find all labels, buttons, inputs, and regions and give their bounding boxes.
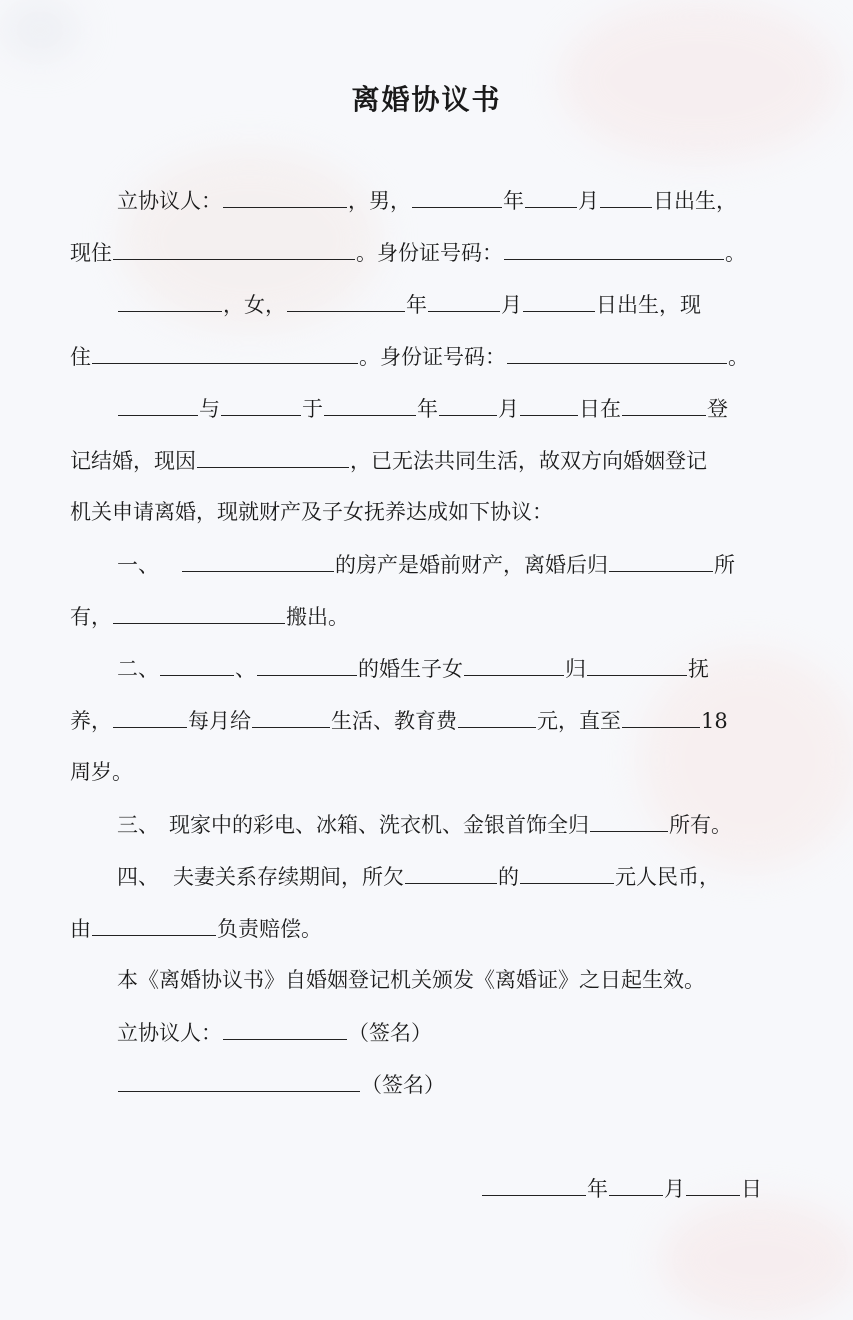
text: 夫妻关系存续期间，所欠	[173, 865, 404, 889]
amount-blank[interactable]	[520, 861, 614, 884]
clause-4-line	[70, 861, 762, 891]
name-blank[interactable]	[113, 705, 187, 728]
text: 生活、教育费	[331, 709, 457, 733]
year-blank[interactable]	[412, 185, 502, 208]
day-blank[interactable]	[523, 289, 595, 312]
text: 归	[565, 657, 586, 681]
text: 年	[406, 293, 427, 317]
party2-address-line	[70, 341, 762, 371]
reason-line	[70, 445, 762, 475]
clause-4-cont-line	[70, 913, 762, 943]
owner-blank[interactable]	[590, 809, 668, 832]
text: 所	[714, 553, 735, 577]
month-blank[interactable]	[525, 185, 577, 208]
text: 年	[503, 189, 524, 213]
text: 日	[741, 1177, 762, 1201]
text: 三、	[117, 813, 159, 837]
text: （签名）	[348, 1021, 432, 1045]
text: 的房产是婚前财产，离婚后归	[335, 553, 608, 577]
text: 元人民币，	[615, 865, 720, 889]
text: 于	[302, 397, 323, 421]
text: 负责赔偿。	[217, 917, 322, 941]
party1-line	[70, 185, 762, 215]
month-blank[interactable]	[609, 1173, 663, 1196]
text: ，男，	[348, 189, 411, 213]
amount-blank[interactable]	[458, 705, 536, 728]
text: ，已无法共同生活，故双方向婚姻登记	[350, 449, 707, 473]
text: 搬出。	[286, 605, 349, 629]
text: 的婚生子女	[358, 657, 463, 681]
name-blank[interactable]	[182, 549, 334, 572]
background-flower	[0, 0, 80, 60]
clause-1-line	[70, 549, 762, 579]
clause-1-cont-line	[70, 601, 762, 631]
name-blank[interactable]	[118, 393, 198, 416]
day-blank[interactable]	[600, 185, 652, 208]
text: 有，	[70, 605, 112, 629]
text: 日在	[579, 397, 621, 421]
name-blank[interactable]	[221, 393, 301, 416]
month-blank[interactable]	[439, 393, 497, 416]
text: ，女，	[223, 293, 286, 317]
day-blank[interactable]	[686, 1173, 740, 1196]
name-blank[interactable]	[113, 601, 285, 624]
name-blank[interactable]	[92, 913, 216, 936]
party1-address-line	[70, 237, 762, 267]
text: 月	[578, 189, 599, 213]
text: 。身份证号码：	[359, 345, 506, 369]
name-blank[interactable]	[257, 653, 357, 676]
text: 抚	[688, 657, 709, 681]
day-blank[interactable]	[520, 393, 578, 416]
text: 、	[235, 657, 256, 681]
text: 与	[199, 397, 220, 421]
text: 。	[728, 345, 749, 369]
text: 记结婚，现因	[70, 449, 196, 473]
text: 立协议人：	[117, 1021, 222, 1045]
name-blank[interactable]	[252, 705, 330, 728]
text: 养，	[70, 709, 112, 733]
clause-3-line	[70, 809, 762, 839]
name-blank[interactable]	[223, 185, 347, 208]
child-name-blank[interactable]	[464, 653, 564, 676]
signature-blank[interactable]	[223, 1017, 347, 1040]
year-blank[interactable]	[287, 289, 405, 312]
text: 。身份证号码：	[356, 241, 503, 265]
text: 月	[664, 1177, 685, 1201]
date-line	[70, 1173, 762, 1203]
clause-2-line	[70, 653, 762, 683]
signature-line-2	[70, 1069, 762, 1099]
text: 日出生，现	[596, 293, 701, 317]
text: 。	[725, 241, 746, 265]
text: 二、	[117, 657, 159, 681]
text: 四、	[117, 865, 159, 889]
text: 现住	[70, 241, 112, 265]
background-flower	[660, 1200, 853, 1320]
text: 住	[70, 345, 91, 369]
name-blank[interactable]	[622, 705, 700, 728]
signature-blank[interactable]	[118, 1069, 360, 1092]
signature-line-1	[70, 1017, 762, 1047]
text: 元，直至	[537, 709, 621, 733]
id-number-blank[interactable]	[507, 341, 727, 364]
address-blank[interactable]	[113, 237, 355, 260]
text: 的	[498, 865, 519, 889]
clause-2-cont-line	[70, 705, 762, 735]
text: 立协议人：	[117, 189, 222, 213]
text: 年	[587, 1177, 608, 1201]
text: 现家中的彩电、冰箱、洗衣机、金银首饰全归	[169, 813, 589, 837]
year-blank[interactable]	[482, 1173, 586, 1196]
name-blank[interactable]	[160, 653, 234, 676]
paragraph-line: 机关申请离婚，现就财产及子女抚养达成如下协议：	[70, 500, 553, 524]
paragraph-line: 周岁。	[70, 760, 133, 784]
text: 18	[701, 709, 728, 733]
text: （签名）	[361, 1073, 445, 1097]
year-blank[interactable]	[324, 393, 416, 416]
place-blank[interactable]	[622, 393, 706, 416]
creditor-blank[interactable]	[405, 861, 497, 884]
guardian-blank[interactable]	[587, 653, 687, 676]
owner-blank[interactable]	[609, 549, 713, 572]
address-blank[interactable]	[92, 341, 358, 364]
text: 每月给	[188, 709, 251, 733]
text: 月	[498, 397, 519, 421]
text: 一、	[117, 553, 159, 577]
text: 年	[417, 397, 438, 421]
reason-blank[interactable]	[197, 445, 349, 468]
name-blank[interactable]	[118, 289, 222, 312]
text: 所有。	[669, 813, 732, 837]
id-number-blank[interactable]	[504, 237, 724, 260]
text: 由	[70, 917, 91, 941]
text: 登	[707, 397, 728, 421]
effective-clause-line: 本《离婚协议书》自婚姻登记机关颁发《离婚证》之日起生效。	[117, 968, 705, 992]
text: 月	[501, 293, 522, 317]
party2-line	[70, 289, 762, 319]
text: 日出生，	[653, 189, 737, 213]
month-blank[interactable]	[428, 289, 500, 312]
document-title: 离婚协议书	[351, 83, 502, 116]
marriage-line	[70, 393, 762, 423]
